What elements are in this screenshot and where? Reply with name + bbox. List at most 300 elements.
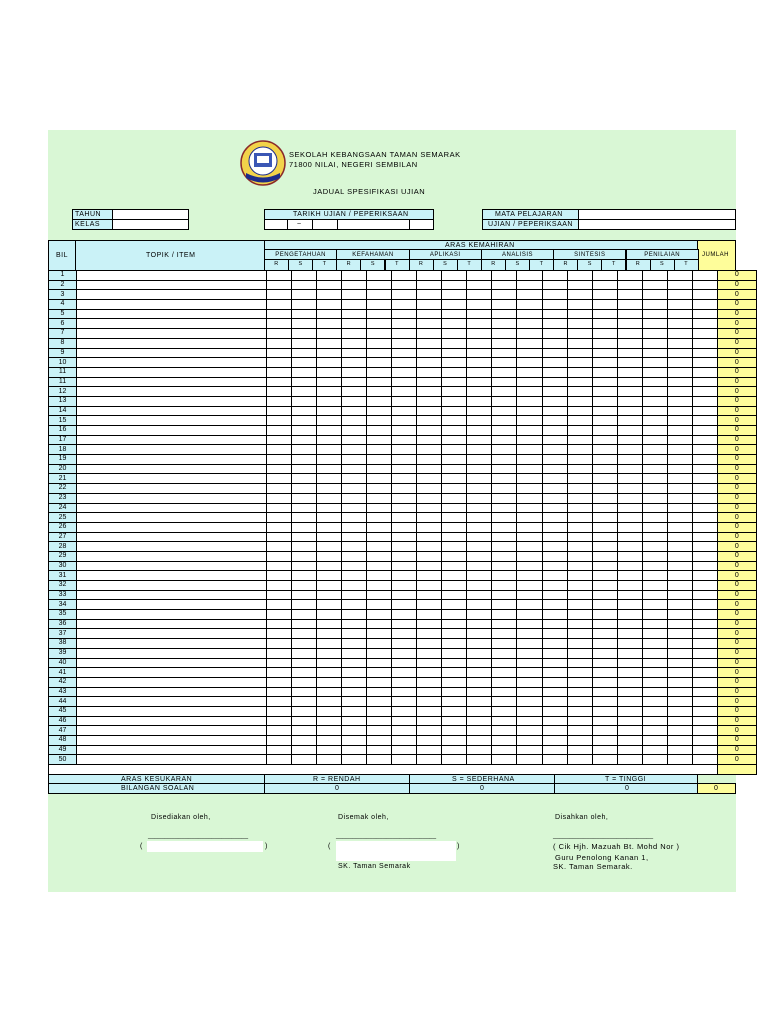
- rst-cell[interactable]: [567, 338, 592, 348]
- rst-cell[interactable]: [367, 755, 392, 765]
- rst-cell[interactable]: [617, 561, 642, 571]
- rst-cell[interactable]: [592, 377, 617, 387]
- rst-cell[interactable]: [642, 406, 667, 416]
- rst-cell[interactable]: [292, 280, 317, 290]
- topic-cell[interactable]: [77, 464, 267, 474]
- rst-cell[interactable]: [317, 571, 342, 581]
- rst-cell[interactable]: [592, 290, 617, 300]
- rst-cell[interactable]: [542, 755, 567, 765]
- rst-cell[interactable]: [467, 677, 492, 687]
- rst-cell[interactable]: [267, 745, 292, 755]
- rst-cell[interactable]: [517, 677, 542, 687]
- rst-cell[interactable]: [542, 455, 567, 465]
- rst-cell[interactable]: [667, 503, 692, 513]
- rst-cell[interactable]: [317, 416, 342, 426]
- rst-cell[interactable]: [517, 503, 542, 513]
- rst-cell[interactable]: [317, 706, 342, 716]
- rst-cell[interactable]: [342, 551, 367, 561]
- rst-cell[interactable]: [617, 590, 642, 600]
- rst-cell[interactable]: [617, 377, 642, 387]
- rst-cell[interactable]: [567, 329, 592, 339]
- rst-cell[interactable]: [442, 706, 467, 716]
- rst-cell[interactable]: [592, 542, 617, 552]
- rst-cell[interactable]: [592, 464, 617, 474]
- rst-cell[interactable]: [342, 416, 367, 426]
- rst-cell[interactable]: [442, 271, 467, 281]
- rst-cell[interactable]: [517, 377, 542, 387]
- rst-cell[interactable]: [367, 329, 392, 339]
- rst-cell[interactable]: [642, 396, 667, 406]
- rst-cell[interactable]: [467, 629, 492, 639]
- rst-cell[interactable]: [617, 503, 642, 513]
- rst-cell[interactable]: [417, 716, 442, 726]
- rst-cell[interactable]: [617, 532, 642, 542]
- rst-cell[interactable]: [342, 590, 367, 600]
- topic-cell[interactable]: [77, 639, 267, 649]
- rst-cell[interactable]: [642, 745, 667, 755]
- rst-cell[interactable]: [667, 590, 692, 600]
- rst-cell[interactable]: [667, 532, 692, 542]
- rst-cell[interactable]: [292, 551, 317, 561]
- rst-cell[interactable]: [567, 503, 592, 513]
- rst-cell[interactable]: [367, 464, 392, 474]
- topic-cell[interactable]: [77, 435, 267, 445]
- rst-cell[interactable]: [567, 610, 592, 620]
- rst-cell[interactable]: [417, 464, 442, 474]
- topic-cell[interactable]: [77, 736, 267, 746]
- rst-cell[interactable]: [567, 484, 592, 494]
- rst-cell[interactable]: [617, 309, 642, 319]
- rst-cell[interactable]: [292, 416, 317, 426]
- rst-cell[interactable]: [692, 300, 717, 310]
- rst-cell[interactable]: [617, 367, 642, 377]
- rst-cell[interactable]: [567, 445, 592, 455]
- rst-cell[interactable]: [567, 677, 592, 687]
- rst-cell[interactable]: [442, 484, 467, 494]
- rst-cell[interactable]: [392, 677, 417, 687]
- topic-cell[interactable]: [77, 648, 267, 658]
- topic-cell[interactable]: [77, 300, 267, 310]
- rst-cell[interactable]: [392, 503, 417, 513]
- rst-cell[interactable]: [367, 745, 392, 755]
- rst-cell[interactable]: [592, 610, 617, 620]
- rst-cell[interactable]: [367, 348, 392, 358]
- rst-cell[interactable]: [567, 629, 592, 639]
- rst-cell[interactable]: [692, 338, 717, 348]
- rst-cell[interactable]: [592, 367, 617, 377]
- rst-cell[interactable]: [642, 648, 667, 658]
- rst-cell[interactable]: [617, 513, 642, 523]
- rst-cell[interactable]: [592, 338, 617, 348]
- rst-cell[interactable]: [642, 474, 667, 484]
- rst-cell[interactable]: [367, 396, 392, 406]
- rst-cell[interactable]: [342, 280, 367, 290]
- rst-cell[interactable]: [417, 551, 442, 561]
- rst-cell[interactable]: [442, 426, 467, 436]
- rst-cell[interactable]: [517, 610, 542, 620]
- rst-cell[interactable]: [342, 300, 367, 310]
- rst-cell[interactable]: [617, 435, 642, 445]
- rst-cell[interactable]: [292, 319, 317, 329]
- rst-cell[interactable]: [492, 338, 517, 348]
- topic-cell[interactable]: [77, 716, 267, 726]
- rst-cell[interactable]: [467, 716, 492, 726]
- rst-cell[interactable]: [642, 677, 667, 687]
- rst-cell[interactable]: [492, 745, 517, 755]
- rst-cell[interactable]: [292, 542, 317, 552]
- rst-cell[interactable]: [467, 561, 492, 571]
- rst-cell[interactable]: [542, 513, 567, 523]
- rst-cell[interactable]: [367, 435, 392, 445]
- rst-cell[interactable]: [642, 542, 667, 552]
- rst-cell[interactable]: [617, 455, 642, 465]
- topic-cell[interactable]: [77, 745, 267, 755]
- rst-cell[interactable]: [592, 561, 617, 571]
- rst-cell[interactable]: [392, 639, 417, 649]
- rst-cell[interactable]: [267, 396, 292, 406]
- rst-cell[interactable]: [342, 571, 367, 581]
- rst-cell[interactable]: [542, 677, 567, 687]
- rst-cell[interactable]: [592, 280, 617, 290]
- topic-cell[interactable]: [77, 280, 267, 290]
- rst-cell[interactable]: [617, 629, 642, 639]
- rst-cell[interactable]: [267, 426, 292, 436]
- rst-cell[interactable]: [542, 406, 567, 416]
- rst-cell[interactable]: [342, 542, 367, 552]
- rst-cell[interactable]: [392, 551, 417, 561]
- rst-cell[interactable]: [267, 639, 292, 649]
- rst-cell[interactable]: [517, 542, 542, 552]
- rst-cell[interactable]: [342, 736, 367, 746]
- rst-cell[interactable]: [542, 300, 567, 310]
- rst-cell[interactable]: [342, 338, 367, 348]
- rst-cell[interactable]: [542, 726, 567, 736]
- topic-cell[interactable]: [77, 532, 267, 542]
- rst-cell[interactable]: [367, 658, 392, 668]
- rst-cell[interactable]: [642, 445, 667, 455]
- rst-cell[interactable]: [417, 658, 442, 668]
- rst-cell[interactable]: [517, 426, 542, 436]
- rst-cell[interactable]: [442, 513, 467, 523]
- rst-cell[interactable]: [342, 513, 367, 523]
- rst-cell[interactable]: [317, 610, 342, 620]
- rst-cell[interactable]: [317, 290, 342, 300]
- rst-cell[interactable]: [567, 639, 592, 649]
- topic-cell[interactable]: [77, 600, 267, 610]
- rst-cell[interactable]: [492, 396, 517, 406]
- rst-cell[interactable]: [267, 532, 292, 542]
- rst-cell[interactable]: [392, 736, 417, 746]
- rst-cell[interactable]: [317, 677, 342, 687]
- rst-cell[interactable]: [292, 697, 317, 707]
- rst-cell[interactable]: [542, 668, 567, 678]
- rst-cell[interactable]: [692, 513, 717, 523]
- rst-cell[interactable]: [417, 280, 442, 290]
- rst-cell[interactable]: [392, 619, 417, 629]
- topic-cell[interactable]: [77, 706, 267, 716]
- rst-cell[interactable]: [367, 600, 392, 610]
- rst-cell[interactable]: [292, 658, 317, 668]
- rst-cell[interactable]: [292, 668, 317, 678]
- rst-cell[interactable]: [367, 677, 392, 687]
- rst-cell[interactable]: [492, 697, 517, 707]
- rst-cell[interactable]: [317, 309, 342, 319]
- rst-cell[interactable]: [517, 280, 542, 290]
- rst-cell[interactable]: [492, 271, 517, 281]
- rst-cell[interactable]: [292, 687, 317, 697]
- rst-cell[interactable]: [267, 600, 292, 610]
- rst-cell[interactable]: [467, 319, 492, 329]
- rst-cell[interactable]: [467, 503, 492, 513]
- rst-cell[interactable]: [467, 416, 492, 426]
- rst-cell[interactable]: [342, 677, 367, 687]
- rst-cell[interactable]: [492, 290, 517, 300]
- rst-cell[interactable]: [317, 338, 342, 348]
- rst-cell[interactable]: [342, 319, 367, 329]
- rst-cell[interactable]: [442, 658, 467, 668]
- rst-cell[interactable]: [467, 600, 492, 610]
- rst-cell[interactable]: [617, 610, 642, 620]
- rst-cell[interactable]: [292, 271, 317, 281]
- rst-cell[interactable]: [392, 348, 417, 358]
- rst-cell[interactable]: [342, 561, 367, 571]
- topic-cell[interactable]: [77, 338, 267, 348]
- rst-cell[interactable]: [417, 629, 442, 639]
- rst-cell[interactable]: [342, 532, 367, 542]
- rst-cell[interactable]: [692, 648, 717, 658]
- rst-cell[interactable]: [367, 338, 392, 348]
- rst-cell[interactable]: [392, 600, 417, 610]
- rst-cell[interactable]: [417, 619, 442, 629]
- rst-cell[interactable]: [442, 755, 467, 765]
- rst-cell[interactable]: [417, 668, 442, 678]
- topic-cell[interactable]: [77, 503, 267, 513]
- rst-cell[interactable]: [417, 377, 442, 387]
- rst-cell[interactable]: [417, 319, 442, 329]
- rst-cell[interactable]: [442, 416, 467, 426]
- rst-cell[interactable]: [317, 377, 342, 387]
- rst-cell[interactable]: [692, 522, 717, 532]
- rst-cell[interactable]: [417, 387, 442, 397]
- rst-cell[interactable]: [592, 406, 617, 416]
- rst-cell[interactable]: [517, 484, 542, 494]
- rst-cell[interactable]: [417, 755, 442, 765]
- rst-cell[interactable]: [567, 571, 592, 581]
- rst-cell[interactable]: [592, 716, 617, 726]
- rst-cell[interactable]: [342, 455, 367, 465]
- rst-cell[interactable]: [542, 629, 567, 639]
- rst-cell[interactable]: [542, 474, 567, 484]
- rst-cell[interactable]: [392, 522, 417, 532]
- rst-cell[interactable]: [292, 338, 317, 348]
- rst-cell[interactable]: [392, 416, 417, 426]
- rst-cell[interactable]: [317, 406, 342, 416]
- rst-cell[interactable]: [667, 280, 692, 290]
- rst-cell[interactable]: [667, 445, 692, 455]
- topic-cell[interactable]: [77, 629, 267, 639]
- rst-cell[interactable]: [517, 639, 542, 649]
- rst-cell[interactable]: [617, 445, 642, 455]
- rst-cell[interactable]: [267, 522, 292, 532]
- rst-cell[interactable]: [517, 387, 542, 397]
- rst-cell[interactable]: [442, 648, 467, 658]
- rst-cell[interactable]: [467, 338, 492, 348]
- rst-cell[interactable]: [517, 658, 542, 668]
- rst-cell[interactable]: [442, 716, 467, 726]
- rst-cell[interactable]: [317, 668, 342, 678]
- rst-cell[interactable]: [442, 668, 467, 678]
- rst-cell[interactable]: [667, 571, 692, 581]
- rst-cell[interactable]: [417, 493, 442, 503]
- rst-cell[interactable]: [542, 639, 567, 649]
- kelas-input[interactable]: [112, 219, 189, 230]
- rst-cell[interactable]: [367, 445, 392, 455]
- rst-cell[interactable]: [617, 406, 642, 416]
- rst-cell[interactable]: [392, 435, 417, 445]
- rst-cell[interactable]: [342, 503, 367, 513]
- rst-cell[interactable]: [492, 736, 517, 746]
- rst-cell[interactable]: [642, 464, 667, 474]
- rst-cell[interactable]: [492, 416, 517, 426]
- rst-cell[interactable]: [392, 658, 417, 668]
- rst-cell[interactable]: [667, 522, 692, 532]
- disemak-name-input[interactable]: [336, 841, 456, 861]
- rst-cell[interactable]: [492, 387, 517, 397]
- rst-cell[interactable]: [517, 396, 542, 406]
- rst-cell[interactable]: [317, 280, 342, 290]
- rst-cell[interactable]: [542, 396, 567, 406]
- rst-cell[interactable]: [292, 493, 317, 503]
- rst-cell[interactable]: [692, 309, 717, 319]
- rst-cell[interactable]: [267, 716, 292, 726]
- rst-cell[interactable]: [642, 484, 667, 494]
- rst-cell[interactable]: [642, 716, 667, 726]
- rst-cell[interactable]: [517, 716, 542, 726]
- rst-cell[interactable]: [667, 551, 692, 561]
- rst-cell[interactable]: [467, 551, 492, 561]
- rst-cell[interactable]: [417, 706, 442, 716]
- rst-cell[interactable]: [292, 503, 317, 513]
- rst-cell[interactable]: [517, 697, 542, 707]
- rst-cell[interactable]: [667, 358, 692, 368]
- topic-cell[interactable]: [77, 358, 267, 368]
- rst-cell[interactable]: [367, 416, 392, 426]
- rst-cell[interactable]: [667, 271, 692, 281]
- rst-cell[interactable]: [467, 639, 492, 649]
- rst-cell[interactable]: [367, 736, 392, 746]
- rst-cell[interactable]: [342, 464, 367, 474]
- rst-cell[interactable]: [567, 600, 592, 610]
- rst-cell[interactable]: [467, 571, 492, 581]
- rst-cell[interactable]: [492, 619, 517, 629]
- rst-cell[interactable]: [417, 435, 442, 445]
- rst-cell[interactable]: [667, 658, 692, 668]
- rst-cell[interactable]: [292, 639, 317, 649]
- rst-cell[interactable]: [317, 658, 342, 668]
- rst-cell[interactable]: [492, 755, 517, 765]
- rst-cell[interactable]: [642, 590, 667, 600]
- rst-cell[interactable]: [617, 271, 642, 281]
- rst-cell[interactable]: [642, 271, 667, 281]
- rst-cell[interactable]: [367, 290, 392, 300]
- rst-cell[interactable]: [667, 435, 692, 445]
- rst-cell[interactable]: [392, 648, 417, 658]
- rst-cell[interactable]: [392, 358, 417, 368]
- rst-cell[interactable]: [617, 726, 642, 736]
- rst-cell[interactable]: [542, 484, 567, 494]
- rst-cell[interactable]: [467, 513, 492, 523]
- rst-cell[interactable]: [592, 513, 617, 523]
- rst-cell[interactable]: [542, 542, 567, 552]
- rst-cell[interactable]: [467, 484, 492, 494]
- rst-cell[interactable]: [467, 426, 492, 436]
- topic-cell[interactable]: [77, 542, 267, 552]
- rst-cell[interactable]: [392, 745, 417, 755]
- rst-cell[interactable]: [567, 648, 592, 658]
- rst-cell[interactable]: [392, 726, 417, 736]
- rst-cell[interactable]: [292, 406, 317, 416]
- topic-cell[interactable]: [77, 348, 267, 358]
- rst-cell[interactable]: [317, 726, 342, 736]
- topic-cell[interactable]: [77, 387, 267, 397]
- rst-cell[interactable]: [692, 484, 717, 494]
- rst-cell[interactable]: [517, 513, 542, 523]
- rst-cell[interactable]: [667, 639, 692, 649]
- rst-cell[interactable]: [467, 445, 492, 455]
- rst-cell[interactable]: [542, 581, 567, 591]
- topic-cell[interactable]: [77, 610, 267, 620]
- rst-cell[interactable]: [292, 619, 317, 629]
- rst-cell[interactable]: [592, 648, 617, 658]
- rst-cell[interactable]: [692, 329, 717, 339]
- rst-cell[interactable]: [492, 280, 517, 290]
- rst-cell[interactable]: [542, 348, 567, 358]
- rst-cell[interactable]: [442, 639, 467, 649]
- rst-cell[interactable]: [492, 445, 517, 455]
- rst-cell[interactable]: [392, 581, 417, 591]
- rst-cell[interactable]: [592, 271, 617, 281]
- rst-cell[interactable]: [367, 551, 392, 561]
- rst-cell[interactable]: [617, 464, 642, 474]
- rst-cell[interactable]: [642, 639, 667, 649]
- rst-cell[interactable]: [592, 455, 617, 465]
- rst-cell[interactable]: [317, 542, 342, 552]
- rst-cell[interactable]: [342, 581, 367, 591]
- rst-cell[interactable]: [392, 290, 417, 300]
- rst-cell[interactable]: [267, 377, 292, 387]
- rst-cell[interactable]: [417, 484, 442, 494]
- rst-cell[interactable]: [567, 309, 592, 319]
- rst-cell[interactable]: [417, 687, 442, 697]
- rst-cell[interactable]: [517, 522, 542, 532]
- rst-cell[interactable]: [392, 445, 417, 455]
- rst-cell[interactable]: [692, 561, 717, 571]
- rst-cell[interactable]: [367, 280, 392, 290]
- rst-cell[interactable]: [617, 358, 642, 368]
- rst-cell[interactable]: [417, 697, 442, 707]
- rst-cell[interactable]: [467, 387, 492, 397]
- tarikh-mid-input[interactable]: [312, 219, 338, 230]
- rst-cell[interactable]: [567, 396, 592, 406]
- rst-cell[interactable]: [492, 493, 517, 503]
- rst-cell[interactable]: [267, 406, 292, 416]
- rst-cell[interactable]: [317, 319, 342, 329]
- rst-cell[interactable]: [442, 455, 467, 465]
- rst-cell[interactable]: [417, 426, 442, 436]
- rst-cell[interactable]: [542, 435, 567, 445]
- rst-cell[interactable]: [392, 542, 417, 552]
- rst-cell[interactable]: [517, 561, 542, 571]
